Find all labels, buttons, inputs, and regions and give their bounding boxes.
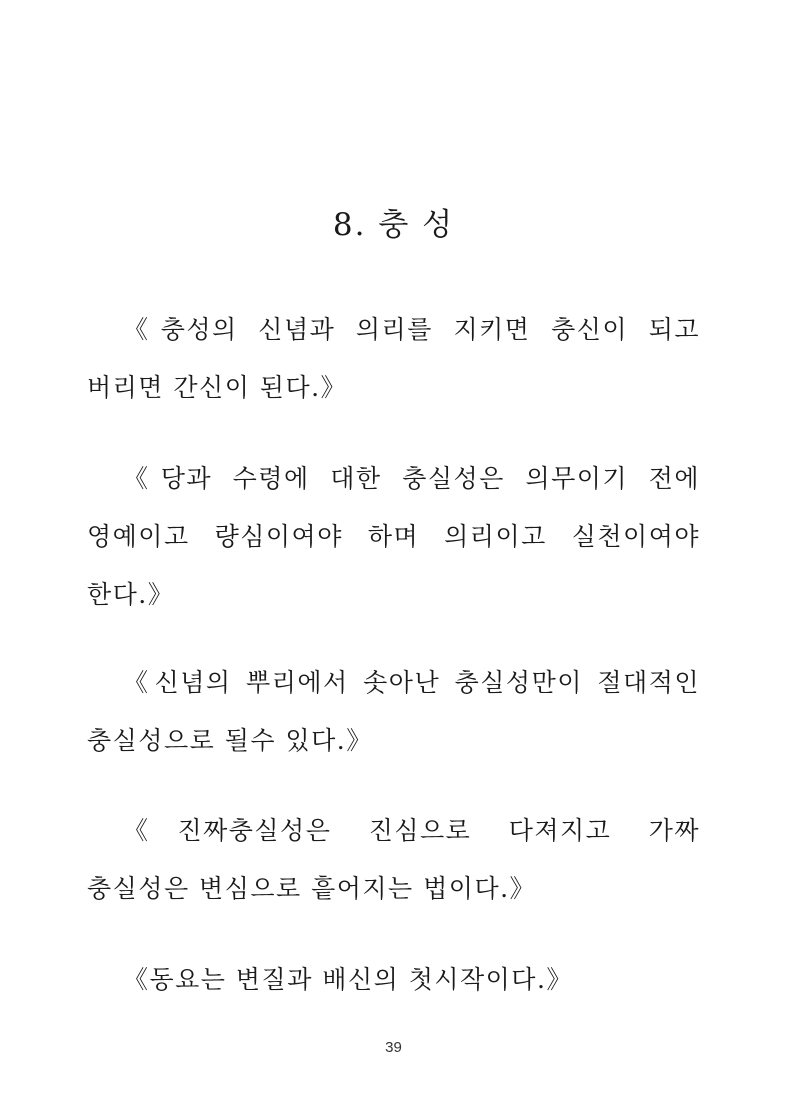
quote-paragraph-3: 《신념의 뿌리에서 솟아난 충실성만이 절대적인 충실성으로 될수 있다.》: [87, 668, 700, 755]
quote-paragraph-5: 《동요는 변질과 배신의 첫시작이다.》: [123, 965, 573, 994]
page-number: 39: [385, 1039, 402, 1056]
quote-paragraph-2: 《당과 수령에 대한 충실성은 의무이기 전에 영예이고 량심이여야 하며 의리이고 실천이여야 한다.》: [87, 464, 700, 609]
quote-paragraph-1: 《충성의 신념과 의리를 지키면 충신이 되고 버리면 간신이 된다.》: [87, 315, 700, 402]
quote-paragraph-4: 《진짜충실성은 진심으로 다져지고 가짜 충실성은 변심으로 흩어지는 법이다.》: [87, 816, 700, 903]
section-title: 8. 충 성: [332, 207, 455, 243]
